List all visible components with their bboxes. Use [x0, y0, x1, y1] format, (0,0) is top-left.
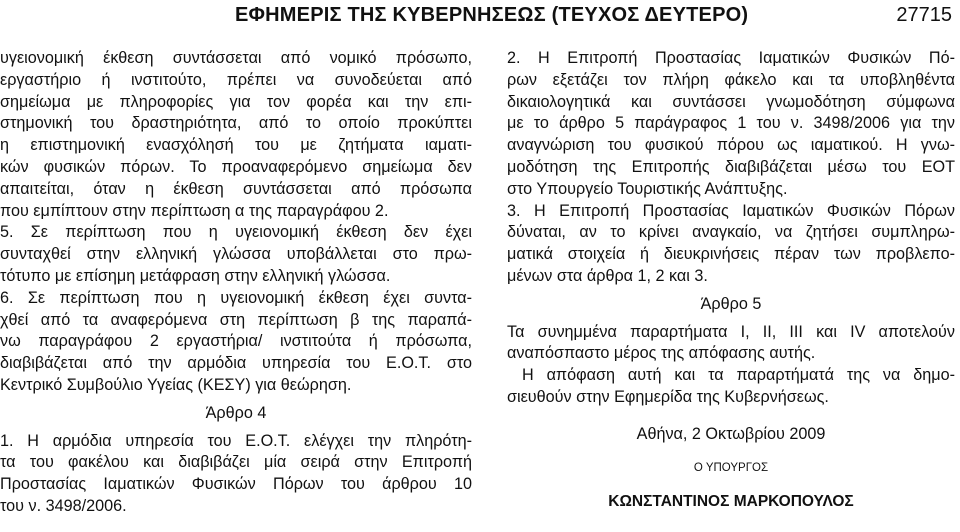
paragraph-4-continuation	[0, 48, 472, 222]
text-line: Η απόφαση αυτή και τα παραρτήματά της να δημο-	[522, 366, 955, 385]
left-column	[0, 48, 472, 518]
text-line: εργαστήριο ή ινστιτούτο, πρέπει να συνοδεύεται από	[0, 70, 472, 89]
text-line: σημείωμα με πληροφορίες για τον φορέα και την επι-	[0, 92, 472, 111]
text-line: ματικά στοιχεία ή διευκρινήσεις πέραν των προβλεπο-	[507, 245, 955, 264]
text-line: 6. Σε περίπτωση που η υγειονομική έκθεση έχει συντα-	[0, 288, 472, 307]
text-line: 3. Η Επιτροπή Προστασίας Ιαματικών Φυσικών Πόρων	[507, 201, 955, 220]
article-5-paragraph-2	[507, 365, 955, 409]
minister-title: Ο ΥΠΟΥΡΓΟΣ	[693, 461, 769, 474]
article-5-paragraph-1	[507, 322, 955, 366]
text-line: νω παραγράφου 2 εργαστήρια/ ινστιτούτα ή πρόσωπα,	[0, 332, 472, 351]
gazette-title: ΕΦΗΜΕΡΙΣ ΤΗΣ ΚΥΒΕΡΝΗΣΕΩΣ (ΤΕΥΧΟΣ ΔΕΥΤΕΡΟ)	[235, 4, 749, 26]
text-line: απαιτείται, όταν η έκθεση συντάσσεται από πρόσωπα	[0, 179, 472, 198]
text-line: στο Υπουργείο Τουριστικής Ανάπτυξης.	[507, 179, 788, 198]
article-4-heading: Άρθρο 4	[205, 403, 267, 422]
page-header	[0, 0, 960, 34]
article-5-heading: Άρθρο 5	[700, 294, 762, 313]
text-line: υγειονομική έκθεση συντάσσεται από νομικό πρόσωπο,	[0, 49, 472, 67]
text-line: αναγνώριση του φυσικού πόρου ως ιαματικού. Η γνω-	[507, 136, 955, 155]
text-line: τότυπο με επίσημη μετάφραση στην ελληνική γλώσσα.	[0, 266, 391, 285]
text-line: του ν. 3498/2006.	[0, 496, 127, 515]
paragraph-2	[507, 48, 955, 201]
text-line: 1. Η αρμόδια υπηρεσία του Ε.Ο.Τ. ελέγχει την πληρότη-	[0, 431, 472, 450]
date-line: Αθήνα, 2 Οκτωβρίου 2009	[636, 424, 826, 443]
text-line: χθεί από τα αναφερόμενα στη περίπτωση β της παραπά-	[0, 310, 472, 329]
text-line: αναπόσπαστο μέρος της απόφασης αυτής.	[507, 344, 816, 363]
paragraph-3	[507, 201, 955, 288]
text-line: ρων εξετάζει τον πλήρη φάκελο και τα υποβληθέντα	[507, 70, 955, 89]
paragraph-5	[0, 222, 472, 287]
right-column	[507, 48, 955, 513]
text-line: 2. Η Επιτροπή Προστασίας Ιαματικών Φυσικών Πό-	[507, 49, 955, 67]
text-line: που εμπίπτουν στην περίπτωση α της παραγράφου 2.	[0, 201, 389, 220]
minister-name: ΚΩΝΣΤΑΝΤΙΝΟΣ ΜΑΡΚΟΠΟΥΛΟΣ	[608, 493, 854, 511]
text-line: δικαιολογητικά και συντάσσει γνωμοδότηση σύμφωνα	[507, 92, 955, 111]
text-line: κών φυσικών πόρων. Το προαναφερόμενο σημείωμα δεν	[0, 157, 472, 176]
article-4-paragraph-1	[0, 431, 472, 518]
text-line: η επιστημονική ενασχόλησή του με ζητήματα ιαματι-	[0, 136, 472, 155]
paragraph-6	[0, 288, 472, 397]
text-line: συνταχθεί στην ελληνική γλώσσα υποβάλλεται στο πρω-	[0, 245, 472, 264]
text-line: στημονική του δραστηριότητα, από το οποίο προκύπτει	[0, 114, 472, 133]
text-line: μένων στα άρθρα 1, 2 και 3.	[507, 266, 708, 285]
text-line: διαβιβάζεται από την αρμόδια υπηρεσία του Ε.Ο.Τ. στο	[0, 354, 472, 373]
text-line: Κεντρικό Συμβούλιο Υγείας (ΚΕΣΥ) για θεώρηση.	[0, 375, 352, 394]
text-line: τα του φακέλου και διαβιβάζει μία σειρά στην Επιτροπή	[0, 453, 472, 472]
text-line: σιευθούν στην Εφημερίδα της Κυβερνήσεως.	[507, 387, 829, 406]
text-line: δύναται, αν το κρίνει αναγκαίο, να ζητήσει συμπληρω-	[507, 223, 955, 242]
text-line: Τα συνημμένα παραρτήματα I, II, III και IV αποτελούν	[507, 322, 955, 341]
text-line: 5. Σε περίπτωση που η υγειονομική έκθεση δεν έχει	[0, 223, 472, 242]
text-line: μοδότηση της Επιτροπής διαβιβάζεται μέσω του ΕΟΤ	[507, 157, 955, 176]
text-line: Προστασίας Ιαματικών Φυσικών Πόρων του άρθρου 10	[0, 475, 472, 494]
page-number: 27715	[896, 4, 952, 26]
text-line: με το άρθρο 5 παράγραφος 1 του ν. 3498/2006 για την	[507, 114, 955, 133]
